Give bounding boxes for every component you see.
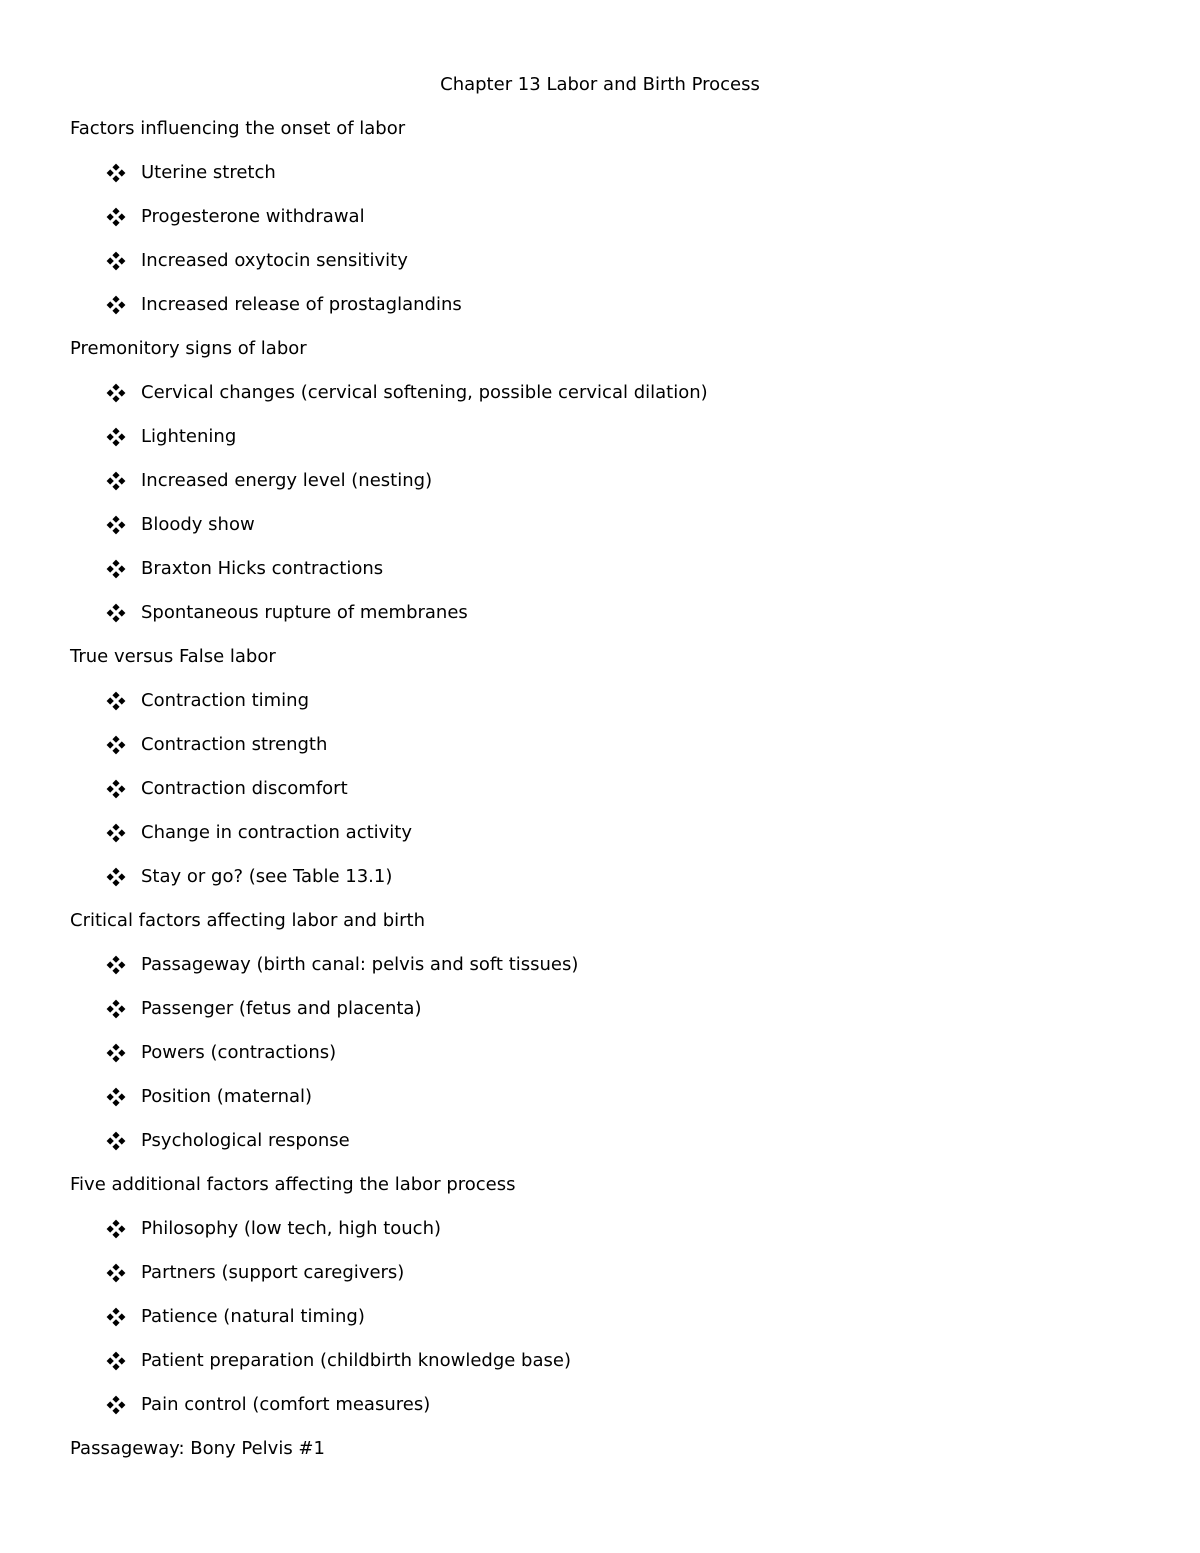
four-diamond-star-icon xyxy=(106,295,126,315)
four-diamond-star-icon xyxy=(106,955,126,975)
page-title: Chapter 13 Labor and Birth Process xyxy=(440,74,760,95)
four-diamond-star-icon xyxy=(106,471,126,491)
list-item-text: Partners (support caregivers) xyxy=(141,1262,405,1283)
section-heading: Premonitory signs of labor xyxy=(70,338,307,359)
four-diamond-star-icon xyxy=(106,1263,126,1283)
four-diamond-star-icon xyxy=(106,867,126,887)
list-item-text: Psychological response xyxy=(141,1130,350,1151)
list-item-text: Contraction strength xyxy=(141,734,328,755)
section-heading: Five additional factors affecting the labor process xyxy=(70,1174,516,1195)
four-diamond-star-icon xyxy=(106,691,126,711)
four-diamond-star-icon xyxy=(106,251,126,271)
four-diamond-star-icon xyxy=(106,163,126,183)
four-diamond-star-icon xyxy=(106,515,126,535)
bullet-list xyxy=(70,380,1130,644)
four-diamond-star-icon xyxy=(106,1131,126,1151)
four-diamond-star-icon xyxy=(106,1219,126,1239)
bullet-list xyxy=(70,688,1130,908)
list-item-text: Stay or go? (see Table 13.1) xyxy=(141,866,393,887)
list-item xyxy=(70,864,1130,908)
list-item-text: Pain control (comfort measures) xyxy=(141,1394,431,1415)
list-item xyxy=(70,1260,1130,1304)
list-item xyxy=(70,1084,1130,1128)
list-item-text: Braxton Hicks contractions xyxy=(141,558,384,579)
four-diamond-star-icon xyxy=(106,1043,126,1063)
four-diamond-star-icon xyxy=(106,1087,126,1107)
list-item-text: Passenger (fetus and placenta) xyxy=(141,998,422,1019)
list-item xyxy=(70,1392,1130,1436)
bullet-list xyxy=(70,1216,1130,1436)
list-item xyxy=(70,732,1130,776)
list-item-text: Cervical changes (cervical softening, possible cervical dilation) xyxy=(141,382,708,403)
list-item xyxy=(70,468,1130,512)
list-item-text: Change in contraction activity xyxy=(141,822,413,843)
four-diamond-star-icon xyxy=(106,999,126,1019)
list-item-text: Lightening xyxy=(141,426,237,447)
four-diamond-star-icon xyxy=(106,1395,126,1415)
list-item-text: Bloody show xyxy=(141,514,255,535)
list-item xyxy=(70,160,1130,204)
list-item xyxy=(70,688,1130,732)
four-diamond-star-icon xyxy=(106,603,126,623)
list-item xyxy=(70,1040,1130,1084)
bullet-list xyxy=(70,952,1130,1172)
list-item xyxy=(70,1348,1130,1392)
list-item-text: Patience (natural timing) xyxy=(141,1306,365,1327)
bullet-list xyxy=(70,160,1130,336)
list-item-text: Uterine stretch xyxy=(141,162,276,183)
four-diamond-star-icon xyxy=(106,383,126,403)
four-diamond-star-icon xyxy=(106,207,126,227)
list-item xyxy=(70,952,1130,996)
list-item xyxy=(70,820,1130,864)
list-item xyxy=(70,1304,1130,1348)
list-item xyxy=(70,424,1130,468)
four-diamond-star-icon xyxy=(106,559,126,579)
list-item xyxy=(70,996,1130,1040)
list-item-text: Spontaneous rupture of membranes xyxy=(141,602,468,623)
list-item xyxy=(70,600,1130,644)
document-body xyxy=(70,116,1130,1480)
list-item xyxy=(70,380,1130,424)
list-item-text: Patient preparation (childbirth knowledge base) xyxy=(141,1350,571,1371)
list-item xyxy=(70,776,1130,820)
list-item-text: Increased energy level (nesting) xyxy=(141,470,433,491)
list-item xyxy=(70,556,1130,600)
list-item-text: Contraction timing xyxy=(141,690,310,711)
four-diamond-star-icon xyxy=(106,1351,126,1371)
list-item-text: Passageway (birth canal: pelvis and soft tissues) xyxy=(141,954,579,975)
section-heading: Factors influencing the onset of labor xyxy=(70,118,406,139)
four-diamond-star-icon xyxy=(106,1307,126,1327)
four-diamond-star-icon xyxy=(106,735,126,755)
four-diamond-star-icon xyxy=(106,427,126,447)
list-item xyxy=(70,292,1130,336)
list-item xyxy=(70,248,1130,292)
list-item-text: Position (maternal) xyxy=(141,1086,313,1107)
four-diamond-star-icon xyxy=(106,779,126,799)
list-item xyxy=(70,1216,1130,1260)
list-item xyxy=(70,1128,1130,1172)
list-item-text: Increased oxytocin sensitivity xyxy=(141,250,408,271)
list-item-text: Increased release of prostaglandins xyxy=(141,294,462,315)
list-item-text: Progesterone withdrawal xyxy=(141,206,365,227)
section-heading: True versus False labor xyxy=(70,646,276,667)
list-item-text: Contraction discomfort xyxy=(141,778,348,799)
section-heading: Passageway: Bony Pelvis #1 xyxy=(70,1438,325,1459)
section-heading: Critical factors affecting labor and birth xyxy=(70,910,425,931)
four-diamond-star-icon xyxy=(106,823,126,843)
list-item xyxy=(70,512,1130,556)
list-item-text: Powers (contractions) xyxy=(141,1042,337,1063)
list-item xyxy=(70,204,1130,248)
list-item-text: Philosophy (low tech, high touch) xyxy=(141,1218,442,1239)
